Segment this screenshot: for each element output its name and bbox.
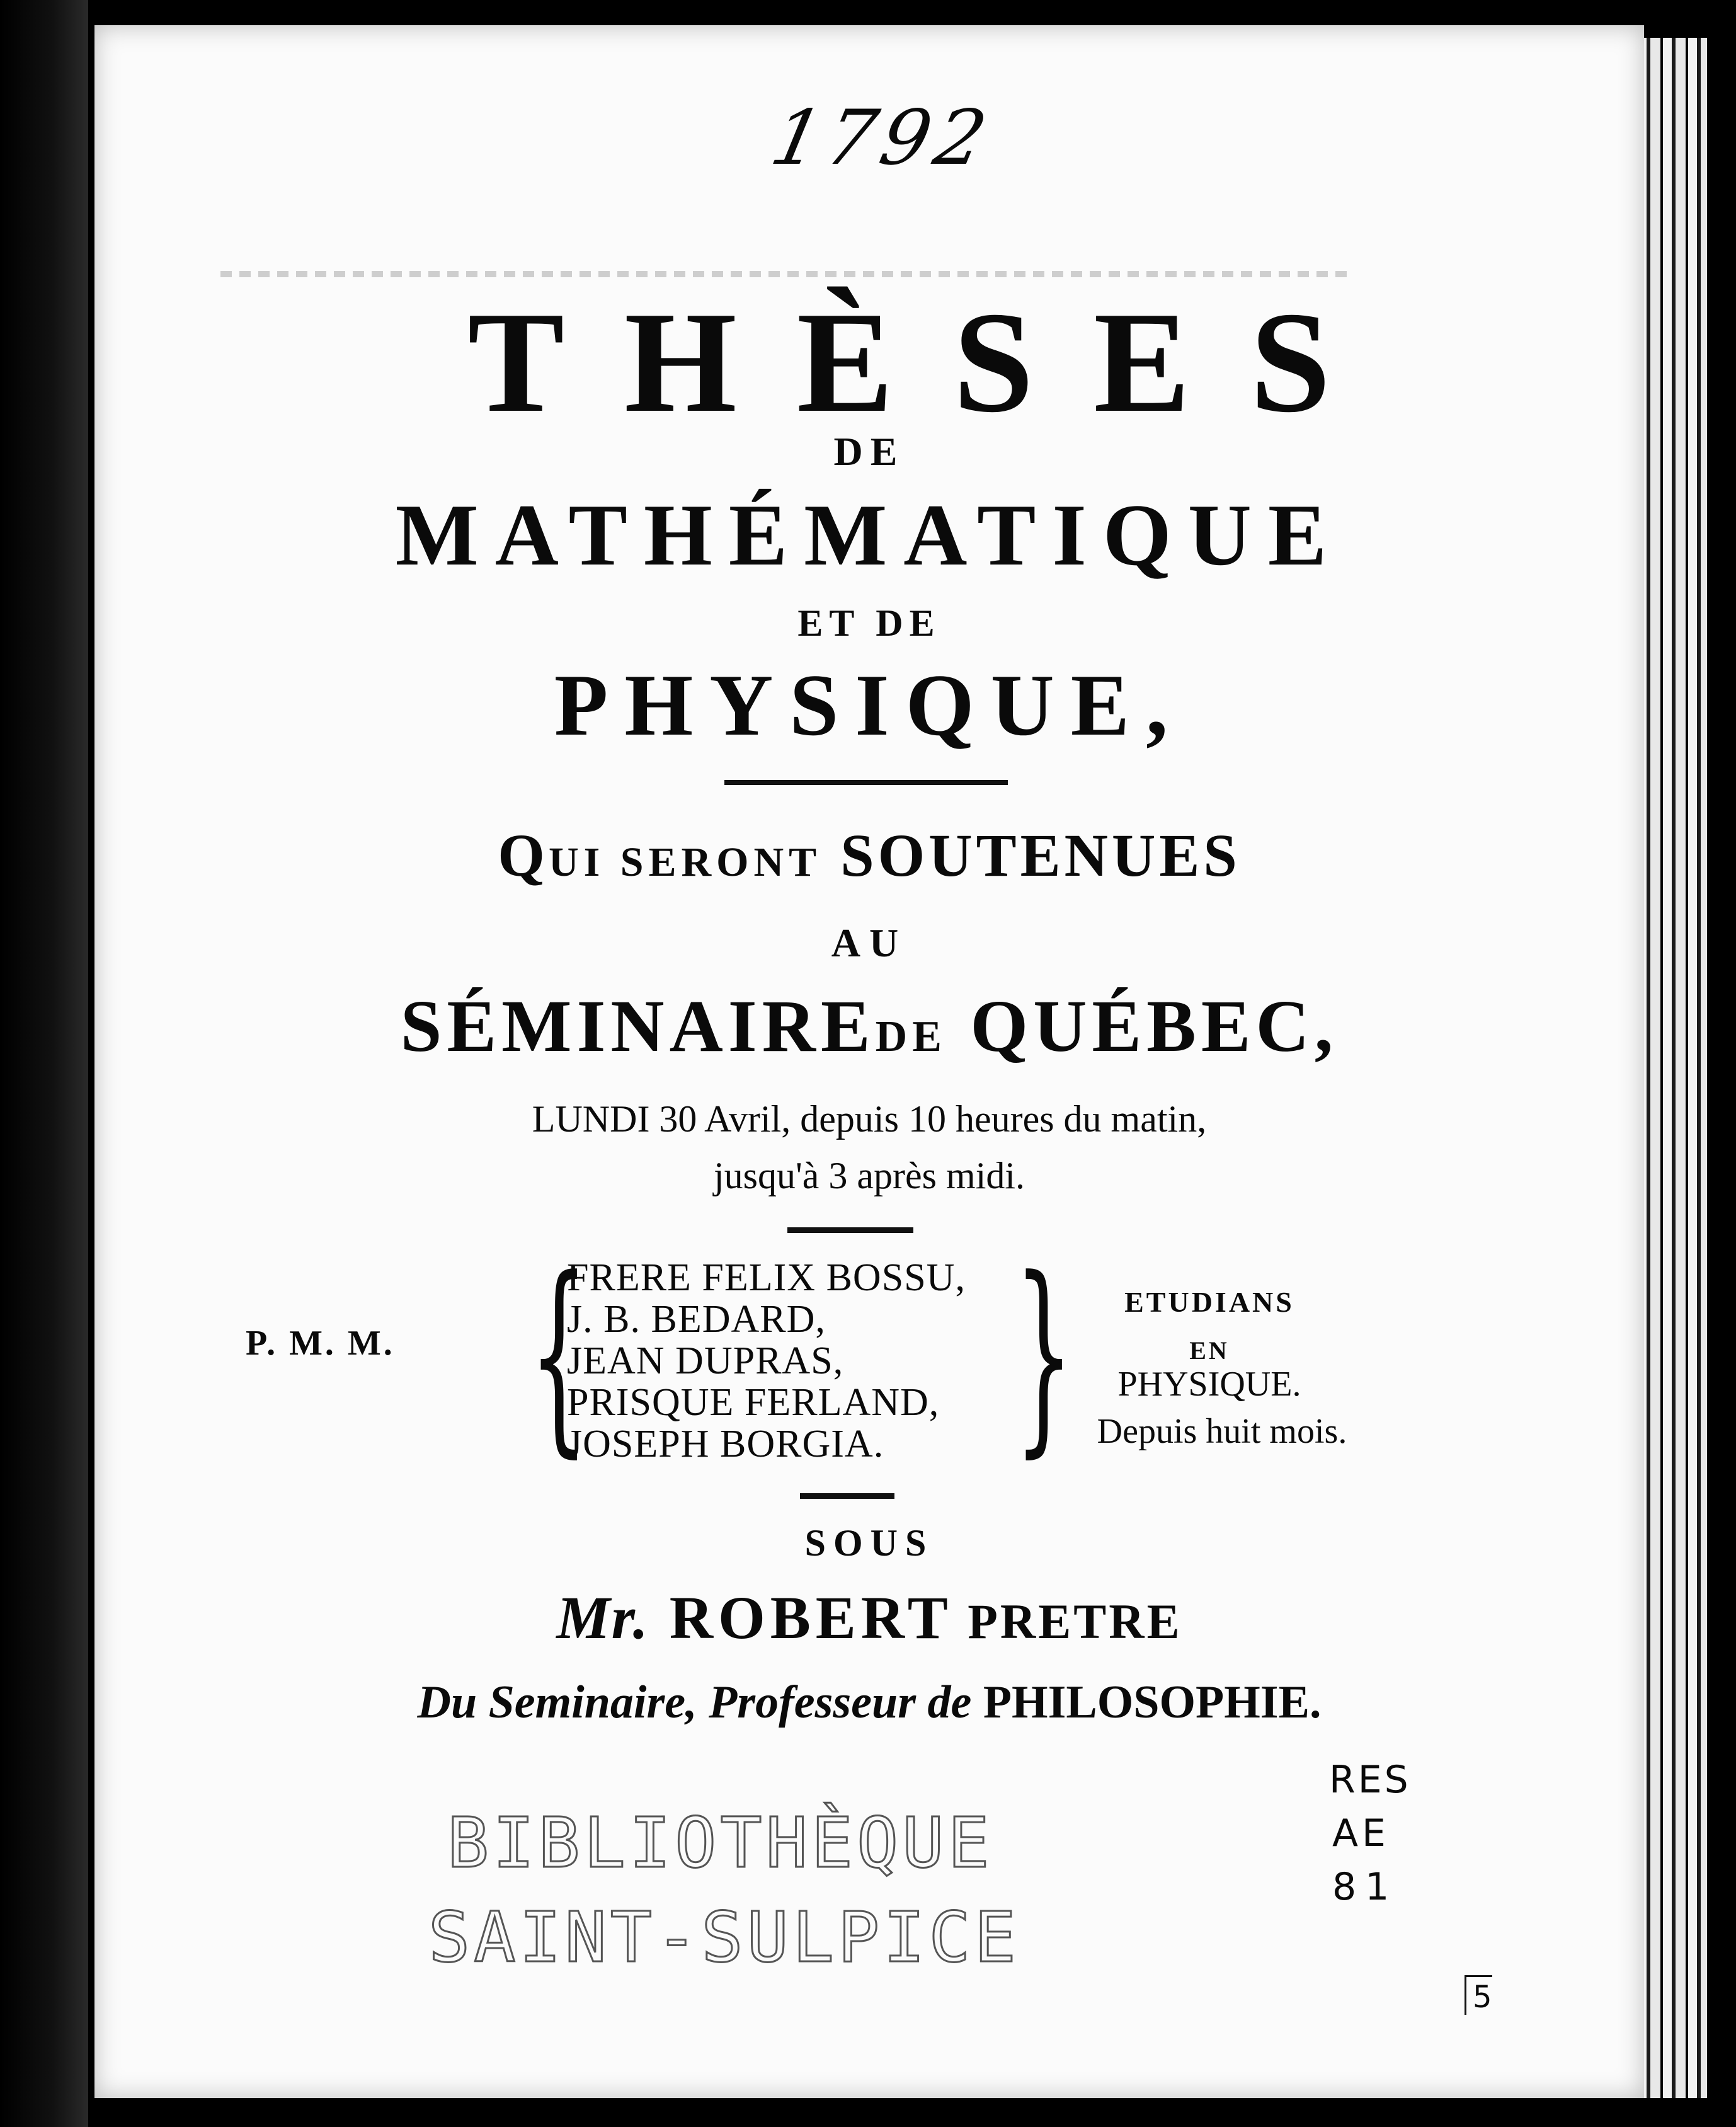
faint-bleedthrough-line: [220, 271, 1354, 277]
date-line-1: LUNDI 30 Avril, depuis 10 heures du matin,: [532, 1098, 1207, 1140]
subtitle-seminaire: SÉMINAIRE: [400, 985, 876, 1067]
subtitle-au: AU: [831, 920, 908, 965]
title-physique: PHYSIQUE,: [554, 656, 1185, 754]
presider-seminaire: Du Seminaire,: [417, 1677, 697, 1728]
respondent-name: PRISQUE FERLAND,: [567, 1381, 940, 1424]
document-page: [94, 25, 1644, 2098]
shelfmark-line-3: 81: [1332, 1865, 1398, 1909]
subtitle-soutenues: SOUTENUES: [821, 822, 1241, 889]
presider-name-line: [94, 1584, 1644, 1651]
library-stamp-line-1: BIBLIOTHÈQUE: [447, 1803, 993, 1883]
respondent-name: J. B. BEDARD,: [567, 1298, 826, 1341]
title-de: DE: [833, 429, 905, 474]
respondent-name: FRERE FELIX BOSSU,: [567, 1256, 966, 1299]
respondent-name: JOSEPH BORGIA.: [567, 1423, 884, 1465]
presider-title: Mr.: [556, 1584, 649, 1651]
title-et-de: ET DE: [797, 602, 941, 644]
etudians-label: ETUDIANS: [1124, 1286, 1294, 1318]
handwritten-year: 1792: [763, 95, 1000, 182]
divider-rule: [724, 780, 1008, 785]
subtitle-qui-seront-soutenues: [94, 822, 1644, 889]
left-brace: {: [529, 1234, 589, 1476]
right-brace: }: [1014, 1234, 1074, 1476]
shelfmark-line-1: RES: [1329, 1758, 1411, 1802]
respondents-prefix: P. M. M.: [246, 1324, 395, 1363]
subtitle-de: DE: [875, 1012, 947, 1061]
subtitle-qui-initial: Q: [498, 822, 549, 889]
respondents-names: [567, 1257, 1020, 1465]
subtitle-qui-seront: UI SERONT: [548, 839, 822, 885]
presider-philosophie: PHILOSOPHIE.: [971, 1677, 1322, 1728]
presider-rank: PRETRE: [952, 1594, 1182, 1649]
physique-label: PHYSIQUE.: [1117, 1365, 1301, 1404]
duration-label: Depuis huit mois.: [1097, 1412, 1347, 1451]
presider-affiliation-line: [94, 1679, 1644, 1726]
sous-label: SOUS: [804, 1522, 934, 1564]
presider-name: ROBERT: [649, 1584, 953, 1651]
folio-mark: 5: [1465, 1975, 1492, 2015]
library-stamp-line-2: SAINT-SULPICE: [428, 1897, 1020, 1978]
subtitle-quebec: QUÉBEC,: [970, 985, 1339, 1067]
title-theses: THÈSES: [467, 282, 1391, 442]
respondent-name: JEAN DUPRAS,: [567, 1339, 844, 1382]
date-line-2: jusqu'à 3 après midi.: [713, 1155, 1025, 1196]
divider-rule: [800, 1493, 894, 1499]
shelfmark-line-2: AE: [1332, 1811, 1390, 1855]
title-mathematique: MATHÉMATIQUE: [395, 486, 1344, 584]
subtitle-seminaire-line: [94, 985, 1644, 1067]
presider-professeur: Professeur de: [697, 1677, 972, 1728]
divider-rule: [787, 1227, 913, 1233]
en-label: EN: [1189, 1336, 1230, 1365]
left-film-border: [0, 0, 88, 2127]
